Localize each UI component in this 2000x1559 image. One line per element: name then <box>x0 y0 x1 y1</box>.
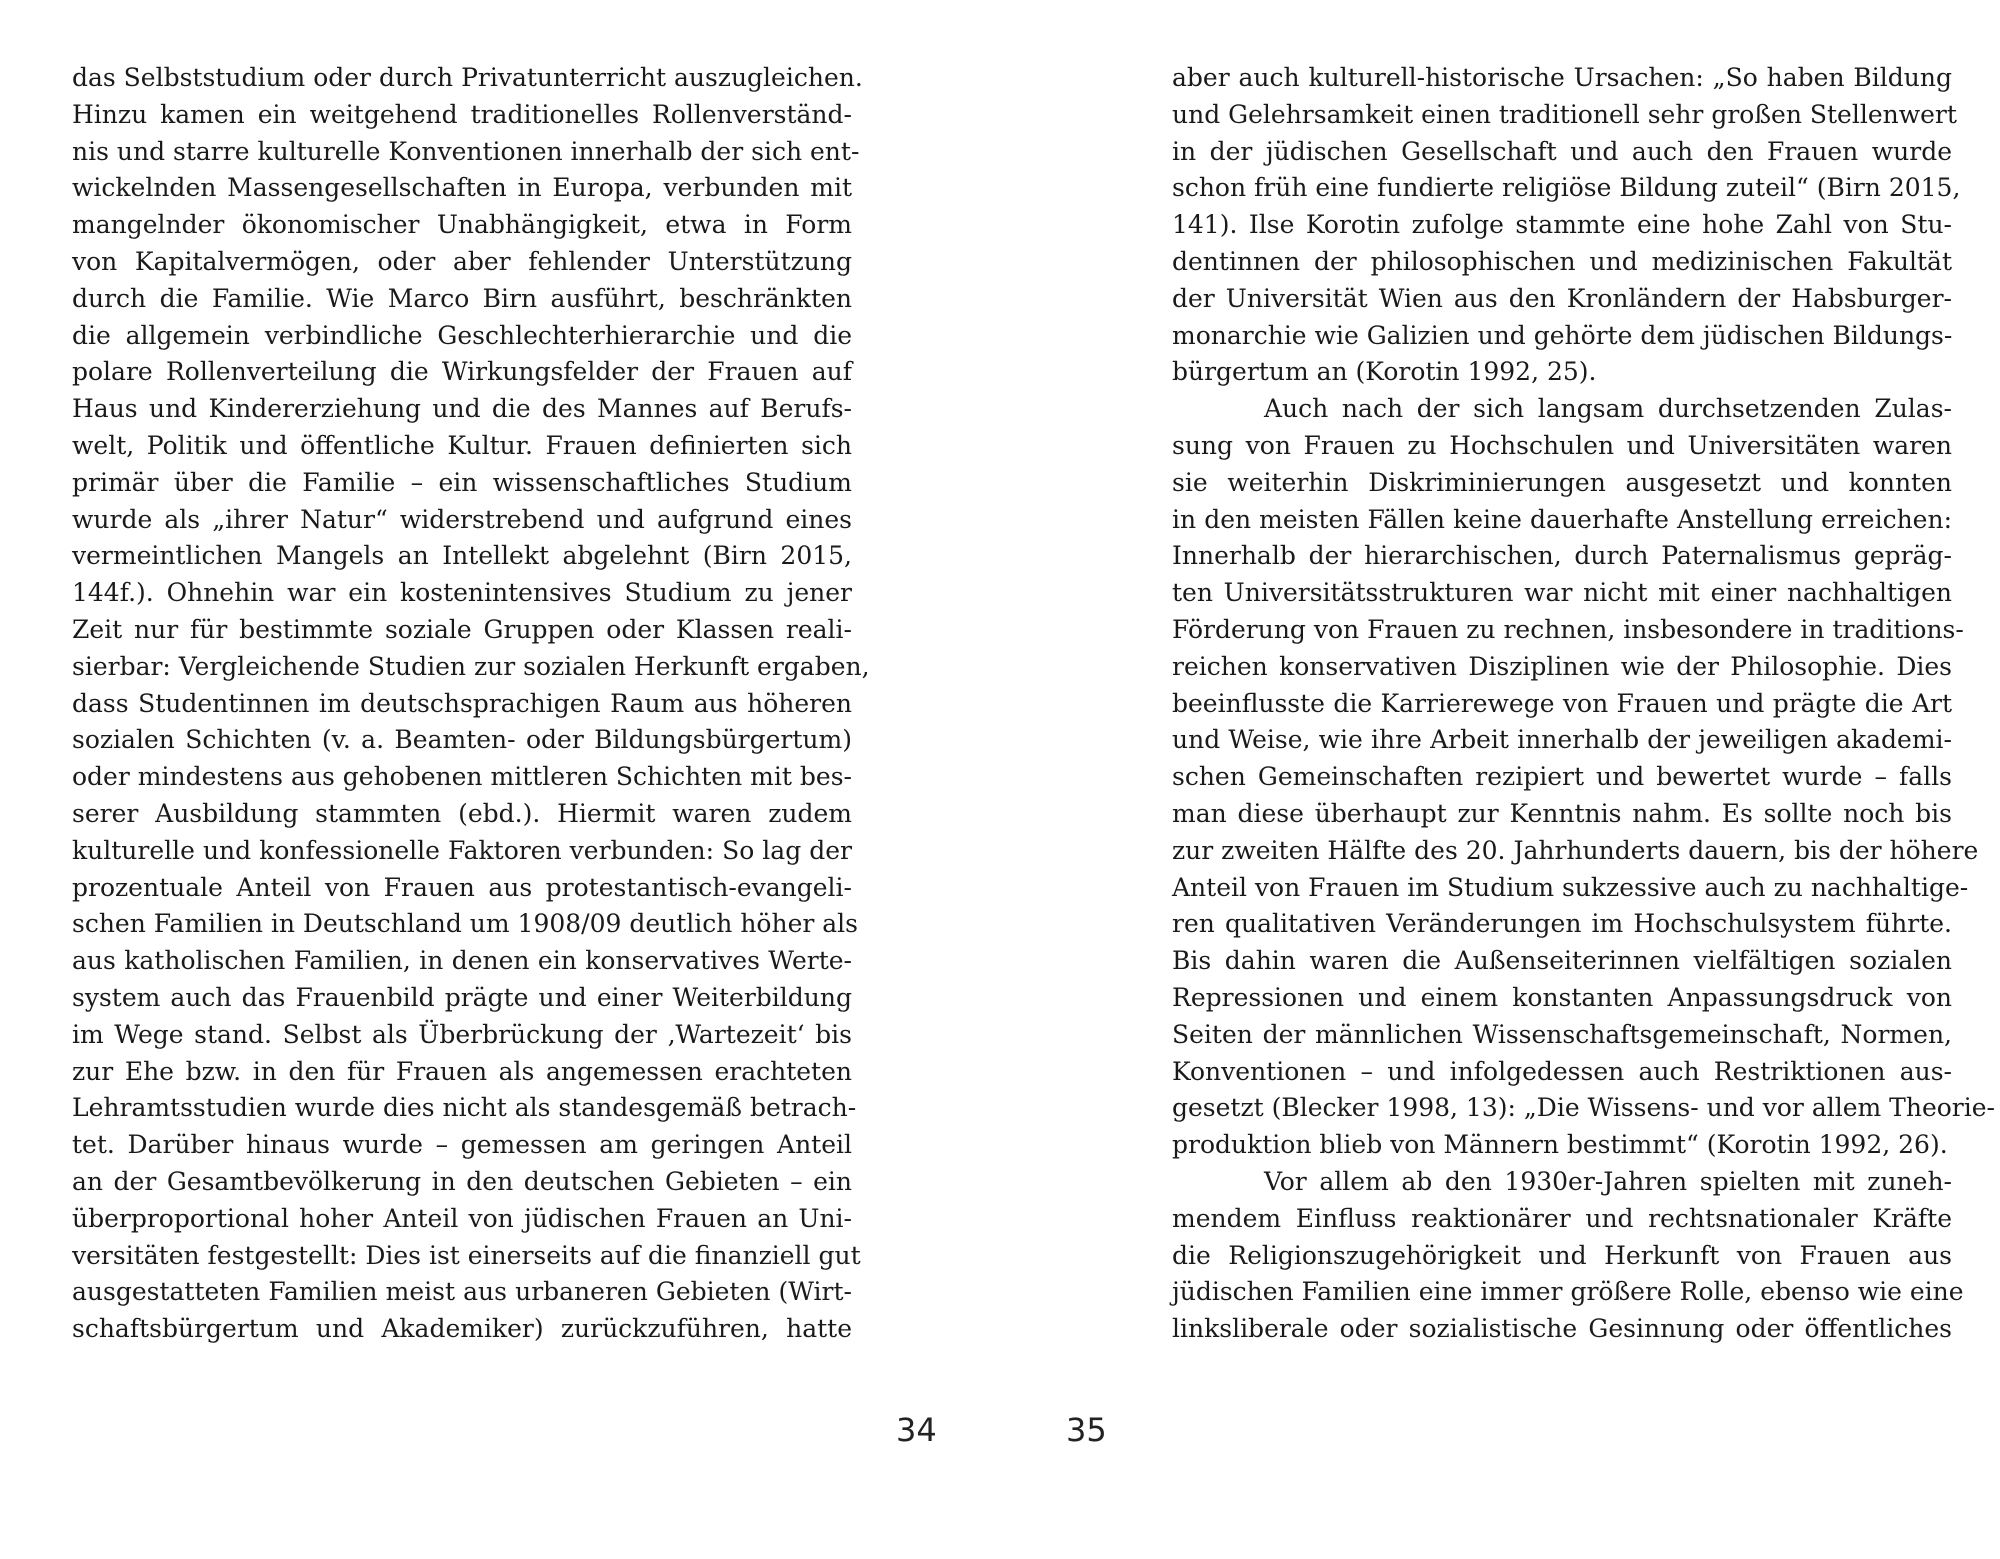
text-line: überproportional hoher Anteil von jüdischen Frauen an Uni- <box>72 1203 852 1233</box>
text-line: Anteil von Frauen im Studium sukzessive auch zu nachhaltige- <box>1172 872 1969 902</box>
text-line: jüdischen Familien eine immer größere Rolle, ebenso wie eine <box>1172 1277 1964 1307</box>
text-line: vermeintlichen Mangels an Intellekt abgelehnt (Birn 2015, <box>72 541 852 571</box>
text-line: in der jüdischen Gesellschaft und auch den Frauen wurde <box>1172 136 1952 166</box>
text-line: in den meisten Fällen keine dauerhafte Anstellung erreichen: <box>1172 504 1952 534</box>
text-line: ren qualitativen Veränderungen im Hochschulsystem führte. <box>1172 909 1952 939</box>
text-line: der Universität Wien aus den Kronländern der Habsburger- <box>1172 283 1952 313</box>
text-line: Bis dahin waren die Außenseiterinnen vielfältigen sozialen <box>1172 946 1952 976</box>
text-line: zur zweiten Hälfte des 20. Jahrhunderts dauern, bis der höhere <box>1172 835 1979 865</box>
text-line: Seiten der männlichen Wissenschaftsgemeinschaft, Normen, <box>1172 1019 1952 1049</box>
text-line: zur Ehe bzw. in den für Frauen als angemessen erachteten <box>72 1056 852 1086</box>
text-line: Repressionen und einem konstanten Anpassungsdruck von <box>1172 982 1952 1012</box>
text-line: Haus und Kindererziehung und die des Mannes auf Berufs- <box>72 394 852 424</box>
text-line: sozialen Schichten (v. a. Beamten- oder Bildungsbürgertum) <box>72 725 852 755</box>
text-line: monarchie wie Galizien und gehörte dem jüdischen Bildungs- <box>1172 320 1953 350</box>
text-line: das Selbststudium oder durch Privatunterricht auszugleichen. <box>72 63 863 92</box>
text-line: tet. Darüber hinaus wurde – gemessen am geringen Anteil <box>72 1130 852 1160</box>
text-line: Lehramtsstudien wurde dies nicht als standesgemäß betrach- <box>72 1093 857 1123</box>
text-line: und Weise, wie ihre Arbeit innerhalb der jeweiligen akademi- <box>1172 725 1952 755</box>
text-line: im Wege stand. Selbst als Überbrückung der ‚Wartezeit‘ bis <box>72 1019 852 1049</box>
text-line: und Gelehrsamkeit einen traditionell sehr großen Stellenwert <box>1172 99 1957 129</box>
text-line: von Kapitalvermögen, oder aber fehlender Unterstützung <box>72 246 852 276</box>
text-line: Hinzu kamen ein weitgehend traditionelles Rollenverständ- <box>72 99 852 129</box>
text-line: primär über die Familie – ein wissenschaftliches Studium <box>72 467 852 497</box>
text-line: Zeit nur für bestimmte soziale Gruppen oder Klassen reali- <box>72 614 852 644</box>
text-line: mangelnder ökonomischer Unabhängigkeit, etwa in Form <box>72 210 852 240</box>
text-line: sierbar: Vergleichende Studien zur sozialen Herkunft ergaben, <box>72 651 870 681</box>
text-line: 141). Ilse Korotin zufolge stammte eine hohe Zahl von Stu- <box>1172 210 1952 240</box>
text-line: nis und starre kulturelle Konventionen innerhalb der sich ent- <box>72 136 860 166</box>
text-line: linksliberale oder sozialistische Gesinnung oder öffentliches <box>1172 1314 1952 1344</box>
text-line: Vor allem ab den 1930er-Jahren spielten mit zuneh- <box>1264 1166 1952 1196</box>
right-page-text <box>1172 60 1995 1348</box>
text-line: kulturelle und konfessionelle Faktoren verbunden: So lag der <box>72 835 852 865</box>
text-line: die allgemein verbindliche Geschlechterhierarchie und die <box>72 320 852 350</box>
text-line: welt, Politik und öffentliche Kultur. Frauen definierten sich <box>72 430 852 460</box>
text-line: ausgestatteten Familien meist aus urbaneren Gebieten (Wirt- <box>72 1277 852 1307</box>
text-line: an der Gesamtbevölkerung in den deutschen Gebieten – ein <box>72 1166 852 1196</box>
text-line: system auch das Frauenbild prägte und einer Weiterbildung <box>72 982 852 1012</box>
text-line: wickelnden Massengesellschaften in Europa, verbunden mit <box>72 173 852 203</box>
text-line: wurde als „ihrer Natur“ widerstrebend und aufgrund eines <box>72 504 852 534</box>
text-line: serer Ausbildung stammten (ebd.). Hiermit waren zudem <box>72 798 852 828</box>
text-line: aus katholischen Familien, in denen ein konservatives Werte- <box>72 946 852 976</box>
right-page-number: 35 <box>1066 1411 1107 1449</box>
left-page-text <box>72 60 870 1348</box>
text-line: schon früh eine fundierte religiöse Bildung zuteil“ (Birn 2015, <box>1172 173 1961 203</box>
text-line: 144f.). Ohnehin war ein kostenintensives Studium zu jener <box>72 578 852 608</box>
text-line: prozentuale Anteil von Frauen aus protestantisch-evangeli- <box>72 872 852 902</box>
text-line: schen Familien in Deutschland um 1908/09 deutlich höher als <box>72 909 858 939</box>
text-line: beeinflusste die Karrierewege von Frauen und prägte die Art <box>1172 688 1952 718</box>
text-line: bürgertum an (Korotin 1992, 25). <box>1172 357 1597 387</box>
text-line: aber auch kulturell-historische Ursachen: „So haben Bildung <box>1172 63 1952 92</box>
text-line: Innerhalb der hierarchischen, durch Paternalismus gepräg- <box>1172 541 1952 571</box>
text-line: versitäten festgestellt: Dies ist einerseits auf die finanziell gut <box>72 1240 861 1270</box>
text-line: produktion blieb von Männern bestimmt“ (Korotin 1992, 26). <box>1172 1130 1948 1160</box>
text-line: die Religionszugehörigkeit und Herkunft von Frauen aus <box>1172 1240 1952 1270</box>
text-line: schen Gemeinschaften rezipiert und bewertet wurde – falls <box>1172 762 1952 792</box>
text-line: dass Studentinnen im deutschsprachigen Raum aus höheren <box>72 688 852 718</box>
text-line: Auch nach der sich langsam durchsetzenden Zulas- <box>1264 394 1952 424</box>
text-line: Konventionen – und infolgedessen auch Restriktionen aus- <box>1172 1056 1952 1086</box>
text-line: gesetzt (Blecker 1998, 13): „Die Wissens- und vor allem Theorie- <box>1172 1093 1995 1123</box>
text-line: durch die Familie. Wie Marco Birn ausführt, beschränkten <box>72 283 852 313</box>
text-line: mendem Einfluss reaktionärer und rechtsnationaler Kräfte <box>1172 1203 1952 1233</box>
text-line: dentinnen der philosophischen und medizinischen Fakultät <box>1172 246 1952 276</box>
text-line: reichen konservativen Disziplinen wie der Philosophie. Dies <box>1172 651 1952 681</box>
text-line: schaftsbürgertum und Akademiker) zurückzuführen, hatte <box>72 1314 852 1344</box>
left-page-number: 34 <box>896 1411 937 1449</box>
text-line: man diese überhaupt zur Kenntnis nahm. Es sollte noch bis <box>1172 798 1952 828</box>
text-line: ten Universitätsstrukturen war nicht mit einer nachhaltigen <box>1172 578 1952 608</box>
text-line: oder mindestens aus gehobenen mittleren Schichten mit bes- <box>72 762 852 792</box>
text-line: Förderung von Frauen zu rechnen, insbesondere in traditions- <box>1172 614 1964 644</box>
text-line: sung von Frauen zu Hochschulen und Universitäten waren <box>1172 430 1952 460</box>
text-line: sie weiterhin Diskriminierungen ausgesetzt und konnten <box>1172 467 1952 497</box>
text-line: polare Rollenverteilung die Wirkungsfelder der Frauen auf <box>72 357 852 387</box>
